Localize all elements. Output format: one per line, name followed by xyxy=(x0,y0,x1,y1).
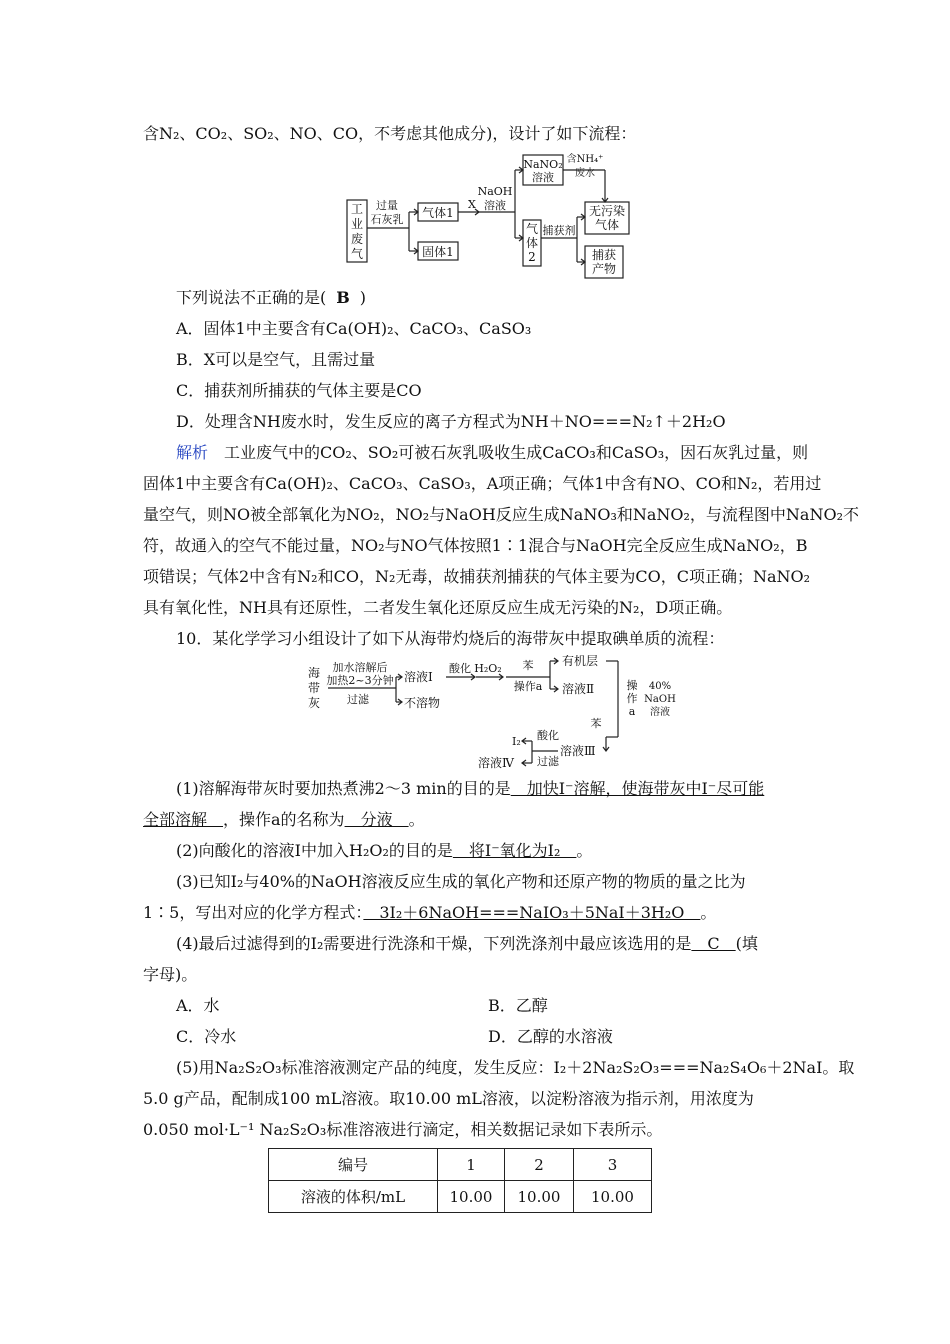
catcher-label: 捕获剂 xyxy=(542,224,576,237)
gas2-char: 气 xyxy=(525,222,539,236)
q10-part1-text: (1)溶解海带灰时要加热煮沸2～3 min的目的是 xyxy=(176,779,511,798)
nh4-waste-label: 含NH₄⁺ xyxy=(566,154,604,165)
q9-answer: B xyxy=(336,288,350,307)
q10-part1-cont xyxy=(143,810,425,830)
q10-part4-cont: 字母)。 xyxy=(143,965,198,984)
nh4-waste-label: 废水 xyxy=(575,168,595,179)
q9-stem-suffix: ) xyxy=(359,288,367,307)
flow1-source-char: 工 xyxy=(350,202,364,216)
q10-part1-answer2: 分液 xyxy=(344,810,409,829)
titration-table xyxy=(268,1148,652,1213)
gas2-char: 体 xyxy=(525,236,539,250)
flow1-step1-label: 石灰乳 xyxy=(370,213,404,226)
clean-gas-label: 气体 xyxy=(594,218,620,232)
q10-part1-answer: 加快I⁻溶解，使海带灰中I⁻尽可能 xyxy=(510,779,765,798)
q10-part4-option: B．乙醇 xyxy=(488,996,548,1015)
benzene-label: 苯 xyxy=(522,659,534,672)
q10-part2-text: (2)向酸化的溶液Ⅰ中加入H₂O₂的目的是 xyxy=(176,841,453,860)
acid-filter-label: 酸化 xyxy=(537,729,559,742)
q10-part2-answer: 将I⁻氧化为I₂ xyxy=(452,841,577,860)
table-cell: 10.00 xyxy=(574,1181,652,1213)
waste-gas-flow-diagram xyxy=(345,150,645,280)
table-header-cell: 1 xyxy=(438,1149,505,1181)
naoh-40-label: 溶液 xyxy=(650,707,670,718)
naoh-label: NaOH xyxy=(477,185,513,198)
table-cell: 10.00 xyxy=(438,1181,505,1213)
q10-part1 xyxy=(176,779,764,799)
product-label: 捕获 xyxy=(591,248,617,262)
table-header-cell: 2 xyxy=(505,1149,574,1181)
intro-line: 含N₂、CO₂、SO₂、NO、CO，不考虑其他成分)，设计了如下流程： xyxy=(143,124,637,143)
flow1-source-char: 业 xyxy=(350,217,364,231)
dissolve-label: 加热2~3分钟 xyxy=(326,674,394,687)
flow2-source-char: 灰 xyxy=(307,696,321,710)
table-row xyxy=(269,1181,652,1213)
solution2-label: 溶液Ⅱ xyxy=(562,682,595,696)
q10-stem: 10．某化学学习小组设计了如下从海带灼烧后的海带灰中提取碘单质的流程： xyxy=(176,629,725,648)
q10-part4-text2: (填 xyxy=(735,934,758,953)
nano2-label: 溶液 xyxy=(532,171,554,184)
q9-option: A．固体1中主要含有Ca(OH)₂、CaCO₃、CaSO₃ xyxy=(176,319,532,338)
naoh-40-label: NaOH xyxy=(644,694,676,705)
solution1-label: 溶液Ⅰ xyxy=(404,670,433,684)
q10-part1-answer-cont: 全部溶解 xyxy=(143,810,224,829)
q9-stem-prefix: 下列说法不正确的是( xyxy=(176,288,327,307)
q10-part3: (3)已知I₂与40%的NaOH溶液反应生成的氧化产物和还原产物的物质的量之比为 xyxy=(176,872,746,891)
i2-label: I₂ xyxy=(512,735,521,748)
q10-part3-answer: 3I₂＋6NaOH===NaIO₃＋5NaI＋3H₂O xyxy=(363,903,701,922)
q9-analysis-line: 符，故通入的空气不能过量，NO₂与NO气体按照1∶1混合与NaOH完全反应生成NaNO₂，B xyxy=(143,536,808,555)
q10-part4-option: D．乙醇的水溶液 xyxy=(488,1027,613,1046)
op-a-vertical-char: a xyxy=(628,705,636,718)
q10-part3-text: 1∶5，写出对应的化学方程式： xyxy=(143,903,364,922)
q9-analysis-line: 固体1中主要含有Ca(OH)₂、CaCO₃、CaSO₃，A项正确；气体1中含有NO、CO和N₂，若用过 xyxy=(143,474,822,493)
q9-analysis-line: 量空气，则NO被全部氧化为NO₂，NO₂与NaOH反应生成NaNO₃和NaNO₂，与流程图中NaNO₂不 xyxy=(143,505,860,524)
table-cell: 10.00 xyxy=(505,1181,574,1213)
q9-option: C．捕获剂所捕获的气体主要是CO xyxy=(176,381,422,400)
table-cell: 溶液的体积/mL xyxy=(269,1181,438,1213)
acid-filter-label: 过滤 xyxy=(537,755,559,768)
naoh-40-label: 40% xyxy=(648,681,672,692)
op-a-vertical-char: 操 xyxy=(626,679,638,692)
filter-label: 过滤 xyxy=(347,693,369,706)
table-header-cell: 编号 xyxy=(269,1149,438,1181)
q10-part4 xyxy=(176,934,758,954)
q10-part3-cont xyxy=(143,903,716,923)
q10-part5-cont: 0.050 mol·L⁻¹ Na₂S₂O₃标准溶液进行滴定，相关数据记录如下表所示。 xyxy=(143,1120,663,1139)
table-header-row xyxy=(269,1149,652,1181)
benzene2-label: 苯 xyxy=(590,717,602,730)
product-label: 产物 xyxy=(591,262,617,276)
q10-part1-end: 。 xyxy=(408,810,425,829)
solution4-label: 溶液Ⅳ xyxy=(478,756,514,770)
flow1-step1-label: 过量 xyxy=(376,199,398,212)
op-a-vertical-char: 作 xyxy=(626,692,638,705)
solution3-label: 溶液Ⅲ xyxy=(560,744,596,758)
q10-part5-cont: 5.0 g产品，配制成100 mL溶液。取10.00 mL溶液，以淀粉溶液为指示剂，用浓度为 xyxy=(143,1089,754,1108)
h2o2-label: H₂O₂ xyxy=(474,662,502,675)
gas1-label: 气体1 xyxy=(422,206,454,220)
q9-analysis-line xyxy=(176,443,808,463)
organic-layer-label: 有机层 xyxy=(562,655,599,668)
q10-part5: (5)用Na₂S₂O₃标准溶液测定产品的纯度，发生反应：I₂＋2Na₂S₂O₃===Na₂S₄O₆＋2NaI。取 xyxy=(176,1058,855,1077)
flow1-source-char: 气 xyxy=(350,247,364,261)
q9-stem xyxy=(176,288,366,308)
flow1-source-char: 废 xyxy=(350,232,364,246)
q10-part4-text: (4)最后过滤得到的I₂需要进行洗涤和干燥，下列洗涤剂中最应该选用的是 xyxy=(176,934,692,953)
op-a-label: 操作a xyxy=(513,680,543,693)
flow2-source-char: 海 xyxy=(307,666,321,680)
x-label: X xyxy=(468,198,476,211)
dissolve-label: 加水溶解后 xyxy=(332,661,388,674)
q9-option: D．处理含NH废水时，发生反应的离子方程式为NH＋NO===N₂↑＋2H₂O xyxy=(176,412,726,431)
q10-part2 xyxy=(176,841,592,861)
q10-part4-answer: C xyxy=(691,934,736,953)
q10-part4-option: C．冷水 xyxy=(176,1027,237,1046)
acidify-label: 酸化 xyxy=(449,662,471,675)
nano2-label: NaNO₂ xyxy=(523,158,563,171)
q10-part1-text2: ，操作a的名称为 xyxy=(223,810,345,829)
clean-gas-label: 无污染 xyxy=(588,204,626,218)
flow2-source-char: 带 xyxy=(307,681,321,695)
analysis-label: 解析 xyxy=(176,443,209,462)
naoh-label: 溶液 xyxy=(484,199,506,212)
iodine-flow-diagram xyxy=(300,655,680,775)
q10-part4-option: A．水 xyxy=(176,996,220,1015)
gas2-char: 2 xyxy=(528,250,536,264)
q10-part3-end: 。 xyxy=(700,903,717,922)
q9-option: B．X可以是空气，且需过量 xyxy=(176,350,376,369)
table-header-cell: 3 xyxy=(574,1149,652,1181)
insoluble-label: 不溶物 xyxy=(404,696,441,710)
q9-analysis-line: 具有氧化性，NH具有还原性，二者发生氧化还原反应生成无污染的N₂，D项正确。 xyxy=(143,598,733,617)
analysis-text: 工业废气中的CO₂、SO₂可被石灰乳吸收生成CaCO₃和CaSO₃，因石灰乳过量，则 xyxy=(224,443,809,462)
q9-analysis-line: 项错误；气体2中含有N₂和CO，N₂无毒，故捕获剂捕获的气体主要为CO，C项正确；NaNO₂ xyxy=(143,567,811,586)
q10-part2-end: 。 xyxy=(576,841,593,860)
solid1-label: 固体1 xyxy=(422,245,454,259)
